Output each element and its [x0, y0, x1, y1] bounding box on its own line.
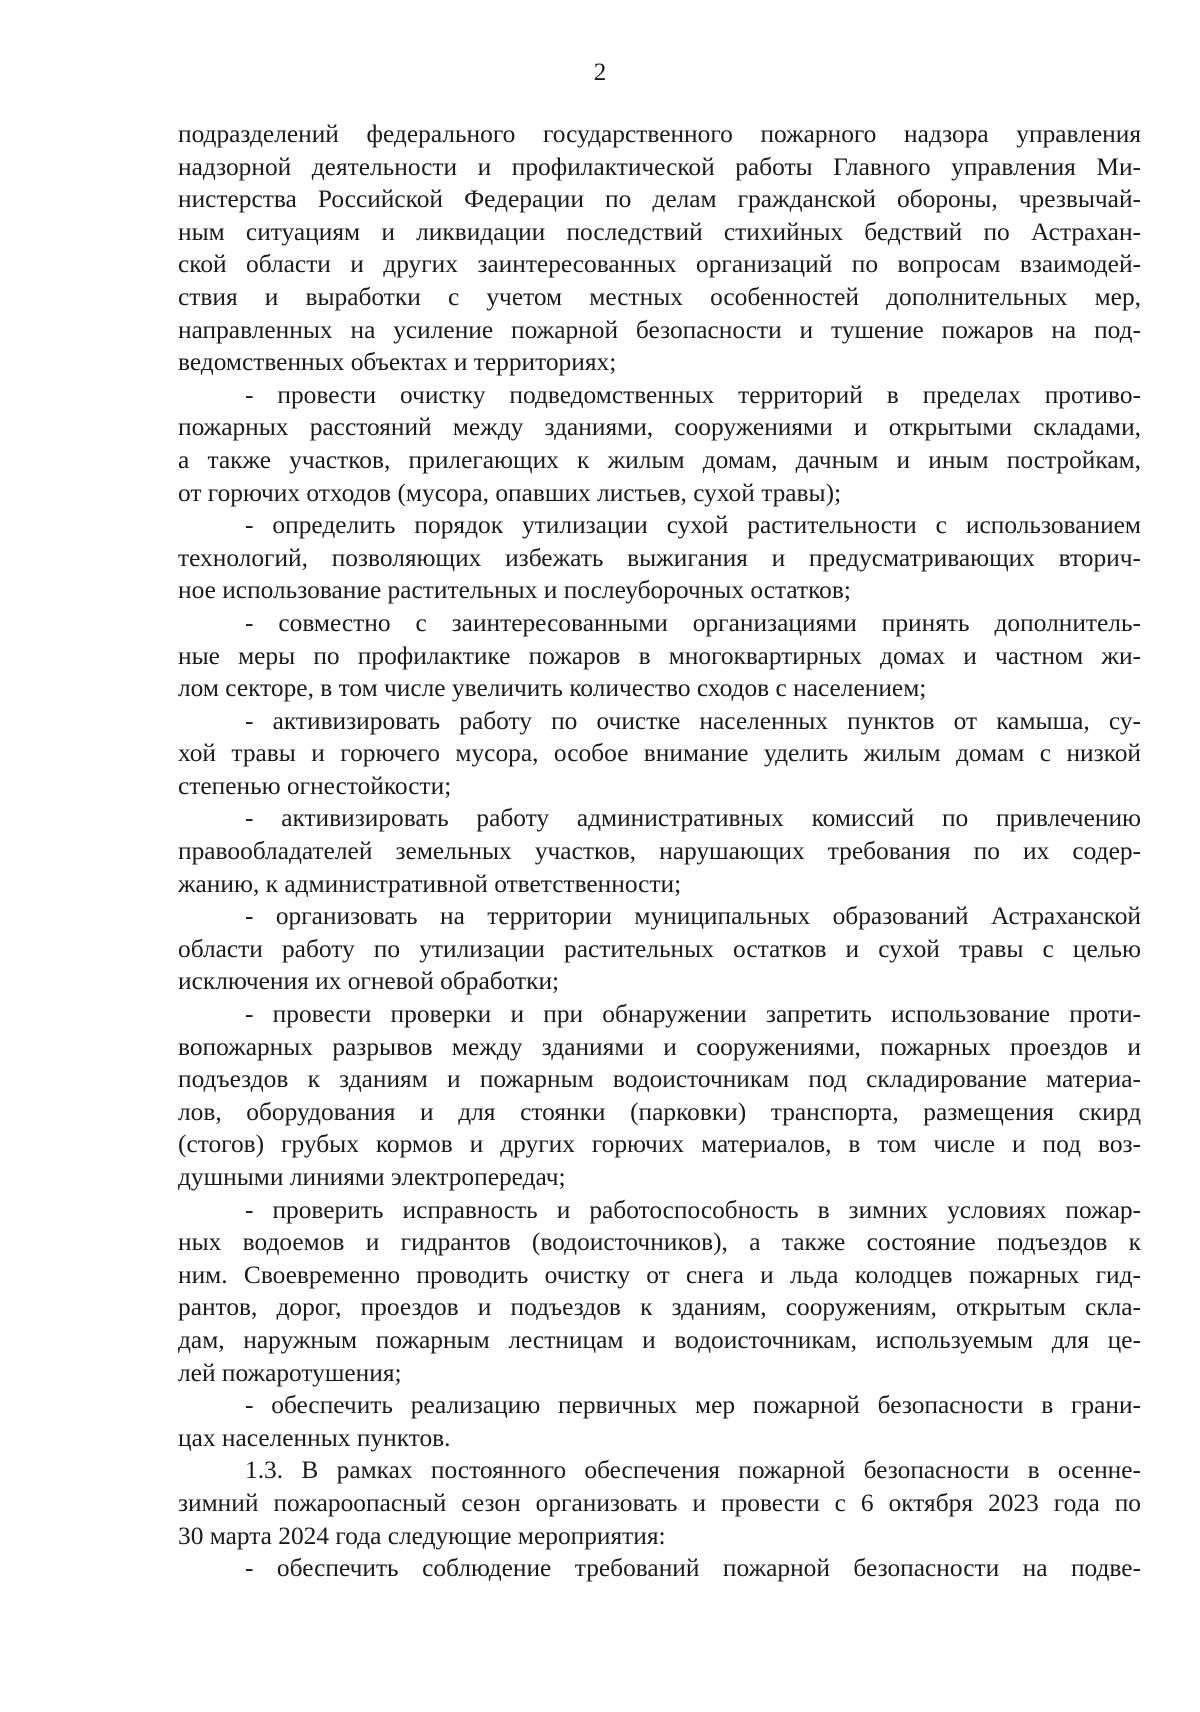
- text-line: - провести очистку подведомственных территорий в пределах противо-: [245, 380, 1141, 409]
- text-line: зимний пожароопасный сезон организовать и провести с 6 октября 2023 года по: [178, 1488, 1141, 1517]
- text-line: - провести проверки и при обнаружении запретить использование проти-: [245, 1000, 1141, 1029]
- text-line: (стогов) грубых кормов и других горючих материалов, в том числе и под воз-: [178, 1130, 1141, 1159]
- text-line: вопожарных разрывов между зданиями и сооружениями, пожарных проездов и: [178, 1032, 1141, 1061]
- text-line: подразделений федерального государственного пожарного надзора управления: [178, 120, 1141, 148]
- text-line: нистерства Российской Федерации по делам гражданской обороны, чрезвычай-: [178, 185, 1141, 214]
- text-line: направленных на усиление пожарной безопасности и тушение пожаров на под-: [178, 315, 1141, 344]
- text-line: - совместно с заинтересованными организациями принять дополнитель-: [245, 608, 1141, 637]
- text-line: дам, наружным пожарным лестницам и водоисточникам, используемым для це-: [178, 1325, 1141, 1354]
- text-line: 1.3. В рамках постоянного обеспечения пожарной безопасности в осенне-: [245, 1456, 1141, 1485]
- text-line: технологий, позволяющих избежать выжигания и предусматривающих вторич-: [178, 543, 1141, 572]
- text-line: от горючих отходов (мусора, опавших листьев, сухой травы);: [178, 478, 842, 507]
- text-line: ской области и других заинтересованных организаций по вопросам взаимодей-: [178, 250, 1141, 279]
- page-number: 2: [593, 59, 607, 86]
- text-line: - проверить исправность и работоспособность в зимних условиях пожар-: [245, 1195, 1141, 1224]
- text-line: - активизировать работу по очистке населенных пунктов от камыша, су-: [245, 706, 1141, 735]
- document-body: [178, 118, 1141, 1585]
- text-line: рантов, дорог, проездов и подъездов к зданиям, сооружениям, открытым скла-: [178, 1293, 1141, 1322]
- text-line: исключения их огневой обработки;: [178, 967, 560, 996]
- text-line: ним. Своевременно проводить очистку от снега и льда колодцев пожарных гид-: [178, 1260, 1141, 1289]
- text-line: ным ситуациям и ликвидации последствий стихийных бедствий по Астрахан-: [178, 217, 1141, 246]
- text-line: - активизировать работу административных комиссий по привлечению: [245, 804, 1141, 833]
- text-line: правообладателей земельных участков, нарушающих требования по их содер-: [178, 837, 1141, 866]
- text-line: подъездов к зданиям и пожарным водоисточникам под складирование материа-: [178, 1065, 1141, 1094]
- text-line: - обеспечить соблюдение требований пожарной безопасности на подве-: [245, 1554, 1141, 1583]
- text-line: душными линиями электропередач;: [178, 1163, 566, 1191]
- text-line: лом секторе, в том числе увеличить количество сходов с населением;: [178, 674, 927, 703]
- text-line: ных водоемов и гидрантов (водоисточников), а также состояние подъездов к: [178, 1228, 1141, 1257]
- text-line: области работу по утилизации растительных остатков и сухой травы с целью: [178, 934, 1141, 963]
- text-line: цах населенных пунктов.: [178, 1423, 451, 1452]
- text-line: степенью огнестойкости;: [178, 771, 452, 800]
- text-line: 30 марта 2024 года следующие мероприятия:: [178, 1521, 666, 1550]
- text-line: надзорной деятельности и профилактической работы Главного управления Ми-: [178, 152, 1141, 181]
- text-line: - определить порядок утилизации сухой растительности с использованием: [245, 511, 1141, 540]
- text-line: лов, оборудования и для стоянки (парковки) транспорта, размещения скирд: [178, 1097, 1141, 1126]
- text-line: жанию, к административной ответственности;: [178, 869, 682, 898]
- text-line: пожарных расстояний между зданиями, сооружениями и открытыми складами,: [178, 413, 1141, 442]
- text-line: ведомственных объектах и территориях;: [178, 348, 617, 377]
- text-line: а также участков, прилегающих к жилым домам, дачным и иным постройкам,: [178, 445, 1141, 474]
- text-line: ные меры по профилактике пожаров в многоквартирных домах и частном жи-: [178, 641, 1141, 670]
- text-line: ствия и выработки с учетом местных особенностей дополнительных мер,: [178, 282, 1141, 311]
- text-line: - обеспечить реализацию первичных мер пожарной безопасности в грани-: [245, 1391, 1141, 1420]
- text-line: лей пожаротушения;: [178, 1358, 402, 1387]
- text-line: - организовать на территории муниципальных образований Астраханской: [245, 902, 1141, 931]
- text-line: хой травы и горючего мусора, особое внимание уделить жилым домам с низкой: [178, 739, 1141, 768]
- text-line: ное использование растительных и послеуборочных остатков;: [178, 576, 851, 605]
